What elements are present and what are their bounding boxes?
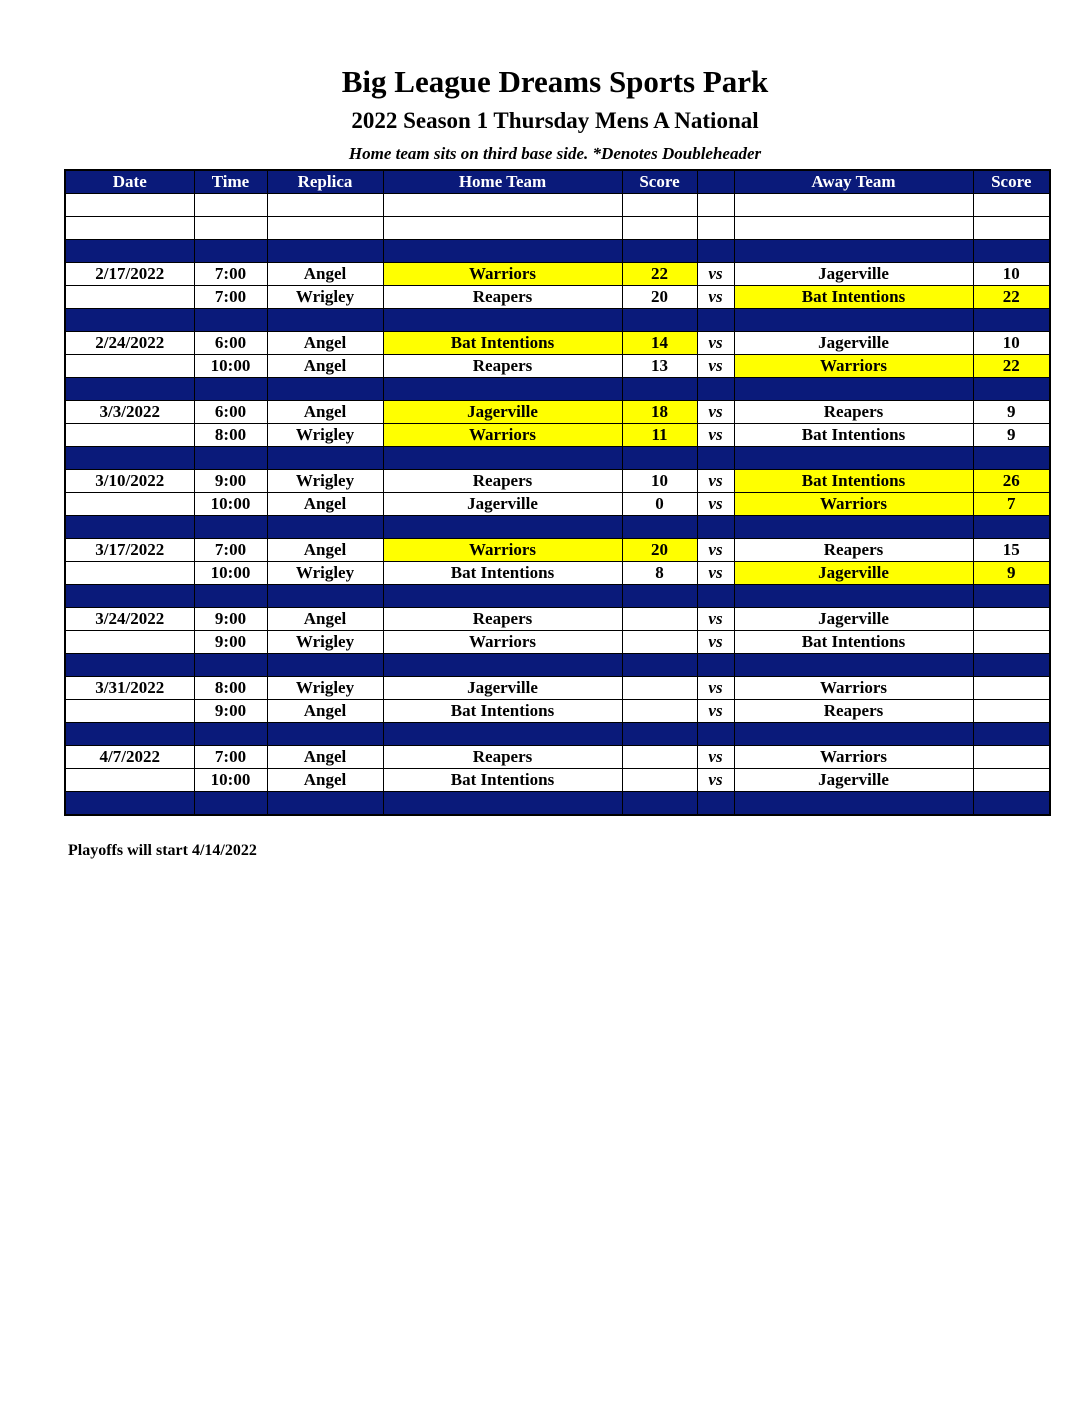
cell-home-score xyxy=(622,654,697,677)
separator-row xyxy=(65,792,1050,816)
cell-time: 7:00 xyxy=(194,539,267,562)
cell-time: 7:00 xyxy=(194,263,267,286)
schedule-body xyxy=(65,194,1050,816)
cell-home-score xyxy=(622,309,697,332)
cell-date: 4/7/2022 xyxy=(65,746,194,769)
cell-date xyxy=(65,493,194,516)
cell-away-score: 26 xyxy=(973,470,1050,493)
cell-home-team: Jagerville xyxy=(383,401,622,424)
cell-date xyxy=(65,217,194,240)
cell-away-score xyxy=(973,585,1050,608)
cell-home-team: Jagerville xyxy=(383,493,622,516)
table-row xyxy=(65,401,1050,424)
cell-home-score xyxy=(622,700,697,723)
cell-home-score xyxy=(622,723,697,746)
cell-date xyxy=(65,654,194,677)
cell-vs: vs xyxy=(697,332,734,355)
cell-home-score xyxy=(622,240,697,263)
cell-home-team xyxy=(383,654,622,677)
cell-vs: vs xyxy=(697,493,734,516)
cell-date: 3/17/2022 xyxy=(65,539,194,562)
cell-home-score xyxy=(622,447,697,470)
cell-vs: vs xyxy=(697,746,734,769)
cell-away-team: Warriors xyxy=(734,355,973,378)
table-row xyxy=(65,539,1050,562)
cell-home-team: Reapers xyxy=(383,608,622,631)
cell-date: 2/17/2022 xyxy=(65,263,194,286)
cell-vs xyxy=(697,378,734,401)
cell-away-team xyxy=(734,309,973,332)
table-row xyxy=(65,746,1050,769)
cell-date: 3/31/2022 xyxy=(65,677,194,700)
cell-away-team: Warriors xyxy=(734,677,973,700)
cell-home-team xyxy=(383,585,622,608)
cell-time xyxy=(194,194,267,217)
cell-replica: Wrigley xyxy=(267,470,383,493)
cell-home-team: Bat Intentions xyxy=(383,769,622,792)
cell-replica: Angel xyxy=(267,769,383,792)
separator-row xyxy=(65,378,1050,401)
separator-row xyxy=(65,447,1050,470)
cell-home-score: 14 xyxy=(622,332,697,355)
cell-vs: vs xyxy=(697,608,734,631)
cell-away-team xyxy=(734,194,973,217)
cell-vs xyxy=(697,447,734,470)
cell-away-score: 22 xyxy=(973,286,1050,309)
table-row xyxy=(65,769,1050,792)
separator-row xyxy=(65,723,1050,746)
cell-replica: Wrigley xyxy=(267,562,383,585)
cell-away-score xyxy=(973,309,1050,332)
cell-time xyxy=(194,378,267,401)
cell-time: 6:00 xyxy=(194,401,267,424)
cell-away-score xyxy=(973,217,1050,240)
cell-home-team: Bat Intentions xyxy=(383,700,622,723)
cell-away-team xyxy=(734,516,973,539)
cell-away-team xyxy=(734,654,973,677)
cell-home-score xyxy=(622,516,697,539)
cell-replica xyxy=(267,516,383,539)
col-header-replica: Replica xyxy=(267,170,383,194)
blank-row xyxy=(65,194,1050,217)
cell-home-score xyxy=(622,194,697,217)
cell-away-score: 9 xyxy=(973,424,1050,447)
cell-date xyxy=(65,447,194,470)
cell-time xyxy=(194,585,267,608)
cell-time xyxy=(194,516,267,539)
cell-away-score xyxy=(973,240,1050,263)
table-row xyxy=(65,677,1050,700)
cell-replica xyxy=(267,723,383,746)
cell-home-team: Reapers xyxy=(383,470,622,493)
cell-home-team: Reapers xyxy=(383,746,622,769)
cell-date: 2/24/2022 xyxy=(65,332,194,355)
cell-away-score xyxy=(973,792,1050,816)
cell-vs xyxy=(697,654,734,677)
cell-replica xyxy=(267,447,383,470)
cell-away-team: Bat Intentions xyxy=(734,470,973,493)
cell-home-score: 0 xyxy=(622,493,697,516)
cell-time: 10:00 xyxy=(194,355,267,378)
cell-vs: vs xyxy=(697,470,734,493)
cell-date xyxy=(65,378,194,401)
cell-time: 9:00 xyxy=(194,608,267,631)
table-row xyxy=(65,470,1050,493)
cell-vs: vs xyxy=(697,401,734,424)
cell-date xyxy=(65,194,194,217)
cell-away-score: 7 xyxy=(973,493,1050,516)
cell-home-team xyxy=(383,378,622,401)
table-row xyxy=(65,493,1050,516)
cell-away-score: 9 xyxy=(973,401,1050,424)
cell-date xyxy=(65,309,194,332)
cell-vs xyxy=(697,723,734,746)
cell-date xyxy=(65,723,194,746)
cell-away-team: Jagerville xyxy=(734,332,973,355)
cell-home-score: 10 xyxy=(622,470,697,493)
cell-time xyxy=(194,447,267,470)
cell-home-score: 20 xyxy=(622,286,697,309)
cell-time: 7:00 xyxy=(194,746,267,769)
cell-date xyxy=(65,355,194,378)
cell-time: 7:00 xyxy=(194,286,267,309)
table-row xyxy=(65,562,1050,585)
cell-home-team: Warriors xyxy=(383,539,622,562)
cell-away-team: Bat Intentions xyxy=(734,424,973,447)
cell-replica xyxy=(267,309,383,332)
cell-away-team xyxy=(734,723,973,746)
cell-date xyxy=(65,516,194,539)
cell-time xyxy=(194,217,267,240)
separator-row xyxy=(65,585,1050,608)
cell-vs: vs xyxy=(697,263,734,286)
cell-replica: Wrigley xyxy=(267,631,383,654)
cell-home-team xyxy=(383,447,622,470)
cell-home-score xyxy=(622,378,697,401)
cell-date: 3/3/2022 xyxy=(65,401,194,424)
cell-vs: vs xyxy=(697,424,734,447)
cell-home-score: 22 xyxy=(622,263,697,286)
cell-replica xyxy=(267,194,383,217)
cell-away-team xyxy=(734,240,973,263)
cell-replica xyxy=(267,217,383,240)
cell-away-score: 15 xyxy=(973,539,1050,562)
cell-replica: Wrigley xyxy=(267,286,383,309)
col-header-away-team: Away Team xyxy=(734,170,973,194)
cell-away-score xyxy=(973,723,1050,746)
cell-vs: vs xyxy=(697,677,734,700)
cell-home-score: 11 xyxy=(622,424,697,447)
cell-date xyxy=(65,769,194,792)
cell-vs xyxy=(697,585,734,608)
separator-row xyxy=(65,654,1050,677)
cell-away-team: Reapers xyxy=(734,539,973,562)
cell-home-team: Reapers xyxy=(383,355,622,378)
cell-away-score xyxy=(973,677,1050,700)
cell-vs xyxy=(697,217,734,240)
cell-away-team: Warriors xyxy=(734,746,973,769)
cell-away-team xyxy=(734,447,973,470)
cell-replica: Angel xyxy=(267,332,383,355)
cell-vs: vs xyxy=(697,631,734,654)
cell-replica xyxy=(267,585,383,608)
cell-time: 10:00 xyxy=(194,769,267,792)
cell-away-team xyxy=(734,585,973,608)
cell-vs xyxy=(697,194,734,217)
cell-replica: Angel xyxy=(267,401,383,424)
cell-away-score: 10 xyxy=(973,332,1050,355)
cell-vs xyxy=(697,792,734,816)
schedule-table xyxy=(64,169,1051,816)
cell-home-score xyxy=(622,677,697,700)
cell-away-team: Jagerville xyxy=(734,608,973,631)
cell-replica: Angel xyxy=(267,493,383,516)
playoffs-note: Playoffs will start 4/14/2022 xyxy=(68,842,257,859)
cell-date xyxy=(65,424,194,447)
page-title: Big League Dreams Sports Park xyxy=(341,64,769,99)
cell-home-score xyxy=(622,631,697,654)
cell-home-score xyxy=(622,792,697,816)
cell-home-team: Warriors xyxy=(383,263,622,286)
cell-replica: Wrigley xyxy=(267,677,383,700)
cell-home-score: 8 xyxy=(622,562,697,585)
cell-replica: Angel xyxy=(267,700,383,723)
cell-replica: Angel xyxy=(267,746,383,769)
cell-vs: vs xyxy=(697,539,734,562)
cell-away-team xyxy=(734,217,973,240)
schedule-note: Home team sits on third base side. *Denotes Doubleheader xyxy=(348,144,762,163)
cell-replica: Angel xyxy=(267,263,383,286)
cell-date xyxy=(65,631,194,654)
cell-time: 9:00 xyxy=(194,700,267,723)
col-header-home-score: Score xyxy=(622,170,697,194)
cell-away-team xyxy=(734,378,973,401)
cell-time xyxy=(194,240,267,263)
cell-away-team: Jagerville xyxy=(734,263,973,286)
cell-vs: vs xyxy=(697,700,734,723)
cell-date xyxy=(65,585,194,608)
cell-time: 8:00 xyxy=(194,677,267,700)
cell-away-score xyxy=(973,631,1050,654)
cell-time: 6:00 xyxy=(194,332,267,355)
cell-date xyxy=(65,700,194,723)
separator-row xyxy=(65,516,1050,539)
cell-vs: vs xyxy=(697,355,734,378)
col-header-time: Time xyxy=(194,170,267,194)
cell-replica xyxy=(267,792,383,816)
cell-home-score: 13 xyxy=(622,355,697,378)
cell-replica xyxy=(267,240,383,263)
cell-vs xyxy=(697,309,734,332)
cell-time: 10:00 xyxy=(194,562,267,585)
cell-date: 3/24/2022 xyxy=(65,608,194,631)
cell-away-score xyxy=(973,447,1050,470)
table-row xyxy=(65,608,1050,631)
cell-away-score: 22 xyxy=(973,355,1050,378)
cell-vs xyxy=(697,240,734,263)
cell-home-score: 18 xyxy=(622,401,697,424)
cell-away-score xyxy=(973,769,1050,792)
cell-away-score: 10 xyxy=(973,263,1050,286)
cell-home-score xyxy=(622,585,697,608)
cell-time xyxy=(194,792,267,816)
cell-away-score xyxy=(973,654,1050,677)
cell-home-team xyxy=(383,194,622,217)
cell-home-team: Warriors xyxy=(383,424,622,447)
cell-replica: Angel xyxy=(267,539,383,562)
cell-away-score xyxy=(973,516,1050,539)
cell-date xyxy=(65,240,194,263)
separator-row xyxy=(65,309,1050,332)
cell-replica: Angel xyxy=(267,608,383,631)
cell-away-team: Jagerville xyxy=(734,562,973,585)
cell-home-team: Jagerville xyxy=(383,677,622,700)
cell-home-team: Bat Intentions xyxy=(383,562,622,585)
cell-away-team: Reapers xyxy=(734,401,973,424)
cell-vs: vs xyxy=(697,769,734,792)
cell-away-score xyxy=(973,700,1050,723)
cell-time xyxy=(194,723,267,746)
cell-home-team xyxy=(383,240,622,263)
cell-away-score xyxy=(973,378,1050,401)
table-row xyxy=(65,286,1050,309)
cell-replica: Wrigley xyxy=(267,424,383,447)
cell-home-team: Reapers xyxy=(383,286,622,309)
cell-time: 10:00 xyxy=(194,493,267,516)
cell-home-team xyxy=(383,792,622,816)
cell-home-score xyxy=(622,217,697,240)
cell-away-team: Bat Intentions xyxy=(734,286,973,309)
page-subtitle: 2022 Season 1 Thursday Mens A National xyxy=(351,108,759,133)
cell-home-team xyxy=(383,723,622,746)
cell-home-team: Bat Intentions xyxy=(383,332,622,355)
cell-home-team xyxy=(383,516,622,539)
table-row xyxy=(65,631,1050,654)
cell-home-score: 20 xyxy=(622,539,697,562)
cell-home-score xyxy=(622,769,697,792)
table-row xyxy=(65,424,1050,447)
cell-away-team: Bat Intentions xyxy=(734,631,973,654)
cell-home-score xyxy=(622,746,697,769)
cell-home-team xyxy=(383,309,622,332)
col-header-vs xyxy=(697,170,734,194)
cell-time: 9:00 xyxy=(194,470,267,493)
cell-away-score xyxy=(973,194,1050,217)
separator-row xyxy=(65,240,1050,263)
cell-home-team xyxy=(383,217,622,240)
cell-replica xyxy=(267,654,383,677)
col-header-date: Date xyxy=(65,170,194,194)
cell-away-score: 9 xyxy=(973,562,1050,585)
cell-replica: Angel xyxy=(267,355,383,378)
table-header-row xyxy=(65,170,1050,194)
cell-home-team: Warriors xyxy=(383,631,622,654)
table-row xyxy=(65,355,1050,378)
cell-date xyxy=(65,286,194,309)
cell-date xyxy=(65,792,194,816)
cell-replica xyxy=(267,378,383,401)
cell-time: 8:00 xyxy=(194,424,267,447)
col-header-away-score: Score xyxy=(973,170,1050,194)
cell-vs xyxy=(697,516,734,539)
cell-away-score xyxy=(973,608,1050,631)
cell-time xyxy=(194,654,267,677)
table-row xyxy=(65,332,1050,355)
cell-home-score xyxy=(622,608,697,631)
table-row xyxy=(65,263,1050,286)
cell-date xyxy=(65,562,194,585)
table-row xyxy=(65,700,1050,723)
cell-away-team: Warriors xyxy=(734,493,973,516)
cell-time: 9:00 xyxy=(194,631,267,654)
cell-away-team: Reapers xyxy=(734,700,973,723)
cell-vs: vs xyxy=(697,286,734,309)
cell-away-team: Jagerville xyxy=(734,769,973,792)
cell-away-team xyxy=(734,792,973,816)
cell-date: 3/10/2022 xyxy=(65,470,194,493)
blank-row xyxy=(65,217,1050,240)
cell-time xyxy=(194,309,267,332)
cell-vs: vs xyxy=(697,562,734,585)
col-header-home-team: Home Team xyxy=(383,170,622,194)
cell-away-score xyxy=(973,746,1050,769)
